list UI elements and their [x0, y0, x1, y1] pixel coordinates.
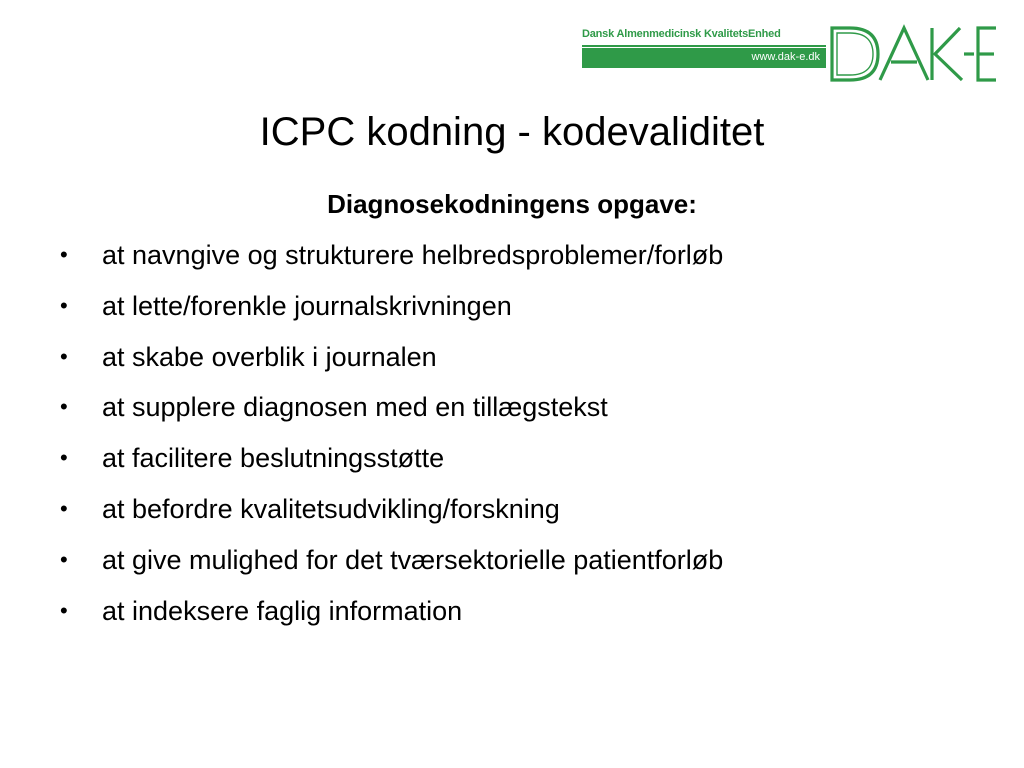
bullet-text: at navngive og strukturere helbredsproblemer/forløb — [102, 240, 724, 270]
logo-url: www.dak-e.dk — [751, 51, 820, 63]
bullet-text: at indeksere faglig information — [102, 595, 463, 626]
logo-org-name: Dansk Almenmedicinsk KvalitetsEnhed — [582, 28, 781, 40]
bullet-marker: • — [60, 343, 68, 369]
bullet-item — [58, 235, 1008, 286]
slide-title: ICPC kodning - kodevaliditet — [259, 110, 765, 154]
bullet-marker: • — [60, 445, 68, 471]
dak-e-logo — [580, 22, 1000, 86]
bullet-marker: • — [60, 292, 68, 318]
bullet-text: at facilitere beslutningsstøtte — [102, 443, 445, 474]
bullet-item — [58, 489, 1008, 540]
dak-e-logo-mark — [828, 22, 1000, 86]
bullet-text: at lette/forenkle journalskrivningen — [102, 290, 512, 321]
bullet-item — [58, 286, 1008, 337]
bullet-item — [58, 387, 1008, 438]
bullet-marker: • — [60, 242, 68, 267]
bullet-marker: • — [60, 495, 68, 521]
bullet-marker: • — [60, 546, 68, 572]
bullet-text: at supplere diagnosen med en tillægstekst — [102, 392, 608, 423]
logo-url-bar — [582, 48, 826, 68]
bullet-text: at skabe overblik i journalen — [102, 341, 437, 372]
bullet-text: at befordre kvalitetsudvikling/forskning — [102, 493, 560, 524]
bullet-item — [58, 438, 1008, 489]
bullet-item — [58, 540, 1008, 591]
bullet-marker: • — [60, 597, 68, 623]
bullet-item — [58, 591, 1008, 642]
logo-divider-line — [582, 45, 826, 47]
bullet-marker: • — [60, 394, 68, 420]
bullet-text: at give mulighed for det tværsektorielle patientforløb — [102, 544, 724, 575]
slide-subtitle: Diagnosekodningens opgave: — [327, 189, 697, 219]
bullet-item — [58, 337, 1008, 388]
bullet-list — [58, 235, 1008, 641]
